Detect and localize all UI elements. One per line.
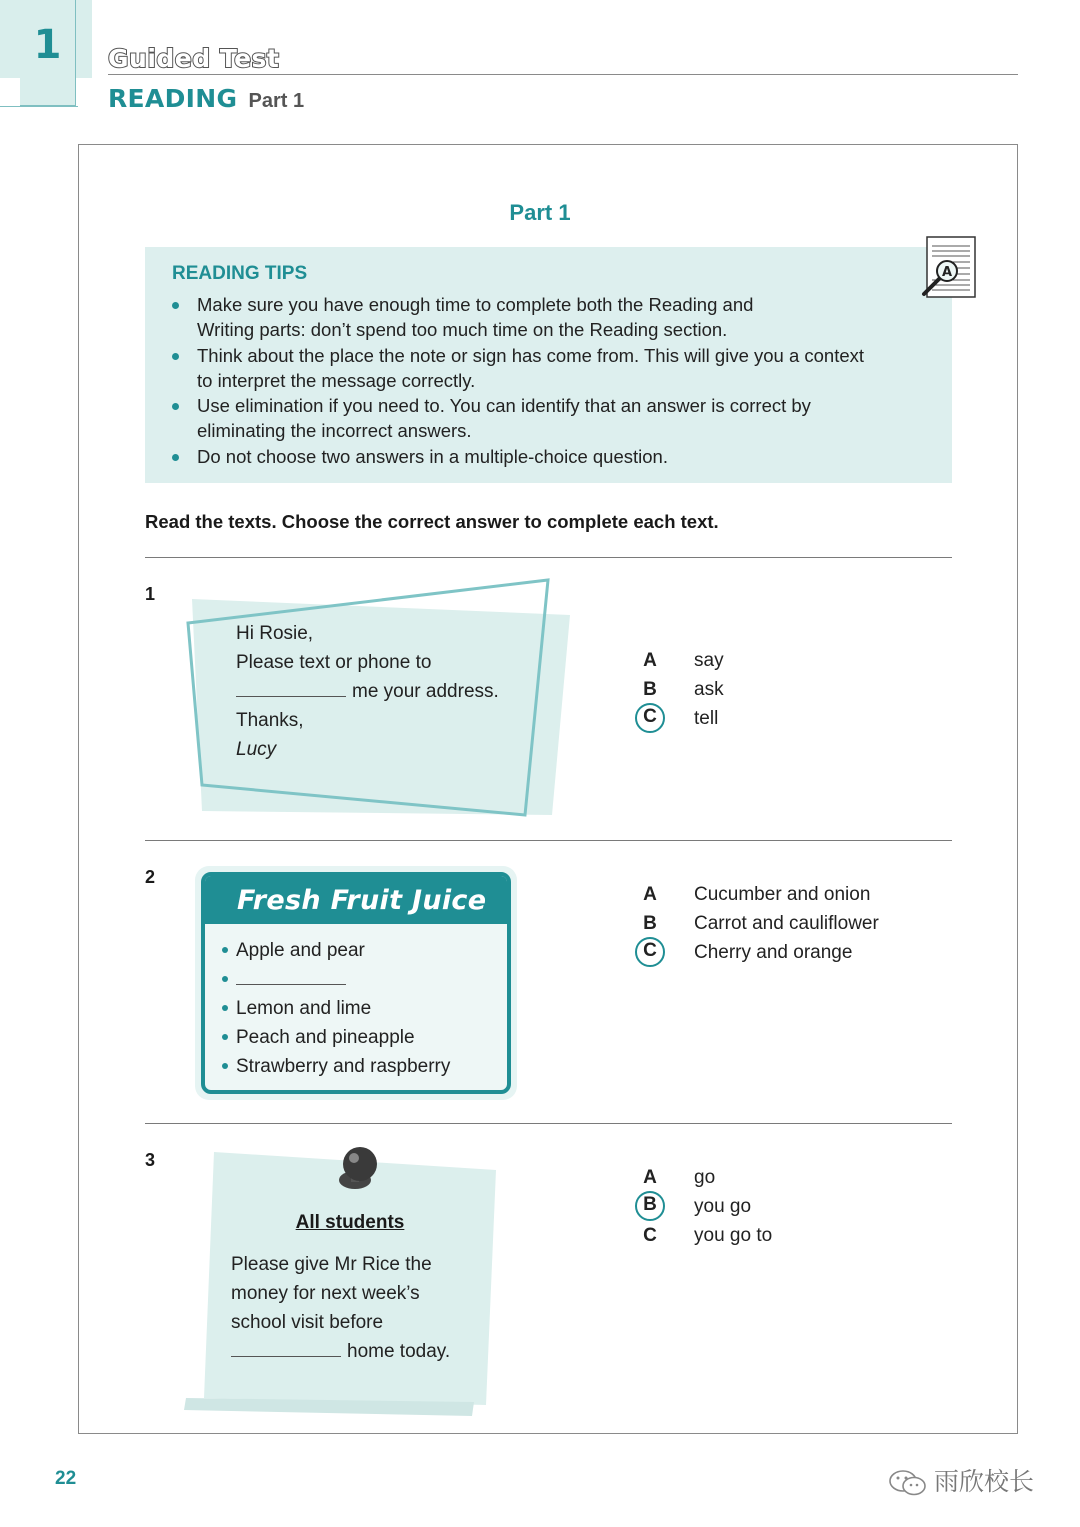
tip-item [170,444,940,469]
note-message [236,619,499,764]
option-text: say [694,650,724,671]
svg-text:A: A [941,265,953,280]
tip-item [170,292,940,343]
guided-test-title: Guided Test [108,44,280,73]
task-instruction: Read the texts. Choose the correct answer to complete each text. [145,511,719,532]
watermark [888,1462,1034,1498]
note-line-with-gap [236,677,499,706]
tip-line: Writing parts: don’t spend too much time on the Reading section. [197,319,728,341]
part-heading: Part 1 [509,200,571,225]
tip-line: Make sure you have enough time to complete both the Reading and [197,294,754,315]
answer-gap [231,1355,341,1357]
header-divider [108,74,1018,75]
sign-item-gap [220,965,450,994]
note-title: All students [295,1212,405,1233]
note-line: Please give Mr Rice the [231,1254,432,1275]
sign-title: Fresh Fruit Juice [205,876,507,924]
bullet-icon [222,947,228,953]
question-divider [145,840,952,841]
option-letter-circled: B [635,1191,665,1221]
reading-tips-box [145,247,952,483]
bullet-icon [222,1005,228,1011]
note-line-with-gap [231,1337,450,1366]
bullet-icon [222,1034,228,1040]
tips-list [170,292,940,469]
tip-line: Think about the place the note or sign has come from. This will give you a context [197,344,865,366]
watermark-text: 雨欣校长 [934,1468,1035,1496]
note-line: money for next week’s [231,1283,420,1304]
bullet-icon [172,454,179,461]
answer-gap [236,983,346,985]
option-letter: A [643,1167,657,1188]
note-line: home today. [347,1341,451,1362]
sign-item [220,936,450,965]
option-letter: C [643,1225,657,1246]
sign-item-text: Peach and pineapple [236,1027,415,1048]
sign-list [220,936,450,1081]
chapter-number: 1 [20,0,76,106]
chapter-tab-line [0,106,78,107]
question-number: 1 [145,584,156,604]
tip-line: to interpret the message correctly. [197,369,476,391]
option-text: Cherry and orange [694,942,853,963]
question-divider [145,1123,952,1124]
note-line: Please text or phone to [236,652,432,673]
juice-sign [201,872,511,1094]
sign-item [220,1023,450,1052]
exam-paper-magnifier-icon [918,234,978,300]
option-text: Carrot and cauliflower [694,913,879,934]
sign-item [220,994,450,1023]
option-letter: A [643,884,657,905]
note-message [231,1250,450,1366]
tip-item [170,393,940,444]
question-number: 2 [145,867,156,887]
tip-line: Do not choose two answers in a multiple-choice question. [197,445,668,467]
option-letter-circled: C [635,703,665,733]
bullet-icon [172,353,179,360]
note-signature: Lucy [236,739,277,760]
option-text: ask [694,679,724,700]
note-line: me your address. [352,681,499,702]
section-heading [108,83,304,114]
answer-gap [236,695,346,697]
sign-item-text: Strawberry and raspberry [236,1056,451,1077]
sign-item-text: Apple and pear [236,940,365,961]
section-part: Part 1 [248,90,305,112]
bullet-icon [222,1063,228,1069]
tip-item [170,343,940,394]
question-number: 3 [145,1150,156,1170]
tip-line: Use elimination if you need to. You can identify that an answer is correct by [197,395,811,417]
tip-line: eliminating the incorrect answers. [197,420,472,442]
bullet-icon [172,302,179,309]
option-text: tell [694,708,719,729]
bullet-icon [222,976,228,982]
option-letter: B [643,679,657,700]
option-text: you go to [694,1225,773,1246]
option-text: you go [694,1196,752,1217]
section-name: READING [108,84,238,113]
option-text: go [694,1167,716,1188]
option-letter: B [643,913,657,934]
wechat-icon [888,1468,928,1498]
question-divider [145,557,952,558]
tips-title: READING TIPS [172,263,308,284]
option-letter: A [643,650,657,671]
option-text: Cucumber and onion [694,884,871,905]
note-line: Hi Rosie, [236,623,314,644]
sign-item [220,1052,450,1081]
note-line: school visit before [231,1312,384,1333]
sign-item-text: Lemon and lime [236,998,372,1019]
note-line: Thanks, [236,710,304,731]
page-number: 22 [55,1468,77,1489]
option-letter-circled: C [635,937,665,967]
bullet-icon [172,403,179,410]
